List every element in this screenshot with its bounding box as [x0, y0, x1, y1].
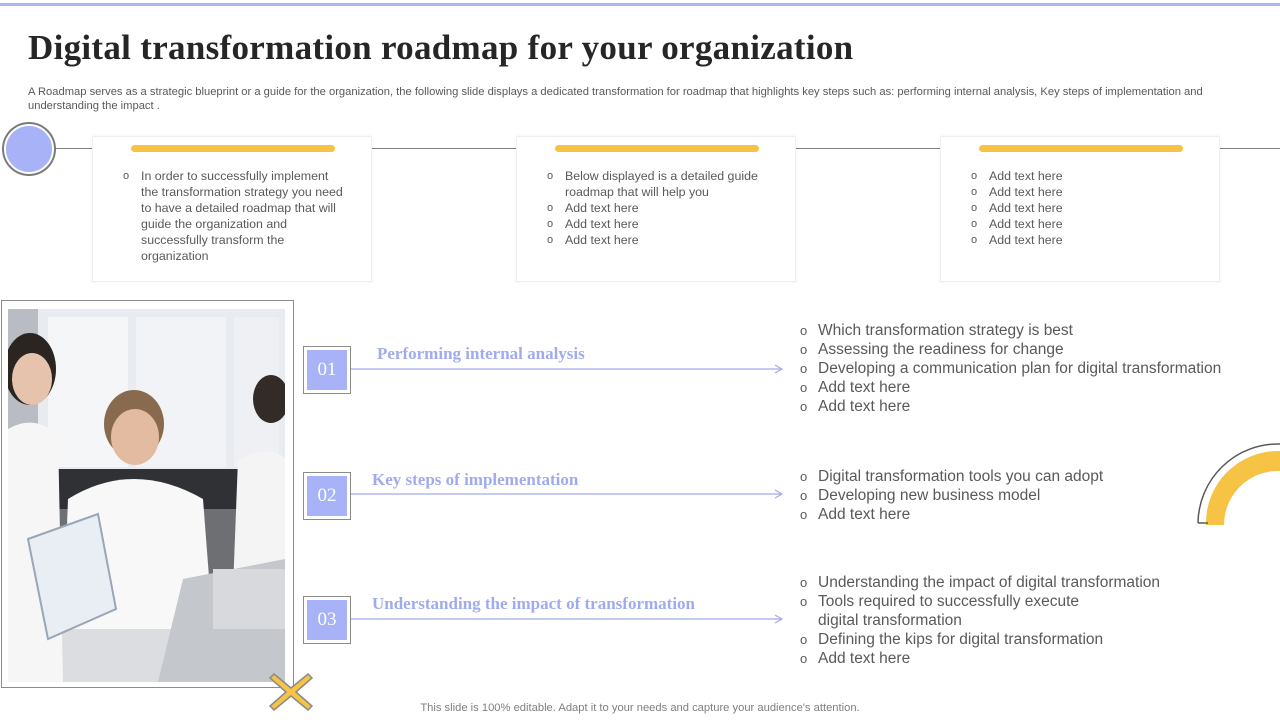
business-meeting-photo	[8, 309, 285, 682]
step-list-1	[800, 321, 1221, 416]
step-list-item: o Digital transformation tools you can adopt	[800, 467, 1103, 486]
step-list-item: o Which transformation strategy is best	[800, 321, 1221, 340]
step-list-item: o Add text here	[800, 505, 1103, 524]
step-list-item: o Assessing the readiness for change	[800, 340, 1221, 359]
step-list-item: o Developing new business model	[800, 486, 1103, 505]
card-list-item: o Add text here	[547, 200, 777, 216]
top-accent-line	[0, 3, 1280, 6]
card-list-item: o Below displayed is a detailed guide roadmap that will help you	[547, 168, 777, 200]
roadmap-card-1	[92, 136, 372, 282]
card-list-item: o Add text here	[971, 184, 1191, 200]
step-arrow-3	[351, 614, 785, 624]
step-list-item: o Add text here	[800, 649, 1160, 668]
slide-title: Digital transformation roadmap for your organization	[28, 28, 854, 67]
step-number: 02	[307, 476, 347, 516]
step-list-continuation	[800, 611, 1160, 630]
card-list-item: o Add text here	[971, 168, 1191, 184]
step-list-2	[800, 467, 1103, 524]
step-list-item: o Developing a communication plan for digital transformation	[800, 359, 1221, 378]
card-list-item: o Add text here	[547, 232, 777, 248]
step-number-badge-1	[303, 346, 351, 394]
roadmap-card-2	[516, 136, 796, 282]
step-list-item: o Add text here	[800, 397, 1221, 416]
card-list	[547, 168, 777, 248]
step-arrow-1	[351, 364, 785, 374]
step-title-2: Key steps of implementation	[372, 470, 579, 489]
step-list-3	[800, 573, 1160, 668]
slide-subtitle: A Roadmap serves as a strategic blueprint or a guide for the organization, the following slide displays a dedicated transformation for roadmap that highlights key steps such as: performing internal analysis, Key steps of implementation and understanding the impact .	[28, 86, 1203, 112]
step-arrow-2	[351, 489, 785, 499]
step-list-item: o Understanding the impact of digital transformation	[800, 573, 1160, 592]
card-list-item: o Add text here	[971, 216, 1191, 232]
card-list	[971, 168, 1191, 248]
card-accent-bar	[555, 145, 759, 152]
step-number-badge-2	[303, 472, 351, 520]
step-number: 03	[307, 600, 347, 640]
card-list-item: o Add text here	[971, 200, 1191, 216]
step-number: 01	[307, 350, 347, 390]
step-title-3: Understanding the impact of transformation	[372, 594, 695, 613]
card-accent-bar	[131, 145, 335, 152]
card-list-item: o Add text here	[971, 232, 1191, 248]
card-list	[123, 168, 348, 264]
card-list-item: o Add text here	[547, 216, 777, 232]
step-list-item: o Defining the kips for digital transformation	[800, 630, 1160, 649]
card-accent-bar	[979, 145, 1183, 152]
continuation-text: digital transformation	[818, 612, 962, 629]
step-number-badge-3	[303, 596, 351, 644]
roadmap-card-3	[940, 136, 1220, 282]
timeline-start-node	[4, 124, 54, 174]
half-ring-decoration-icon	[1196, 443, 1280, 529]
step-list-item: o Add text here	[800, 378, 1221, 397]
card-list-item: o In order to successfully implement the transformation strategy you need to have a detailed roadmap that will guide the organization and successfully transform the organization	[123, 168, 348, 264]
step-list-item: o Tools required to successfully execute	[800, 592, 1160, 611]
step-title-1: Performing internal analysis	[377, 344, 585, 363]
slide-footer: This slide is 100% editable. Adapt it to your needs and capture your audience's attention.	[420, 702, 860, 714]
